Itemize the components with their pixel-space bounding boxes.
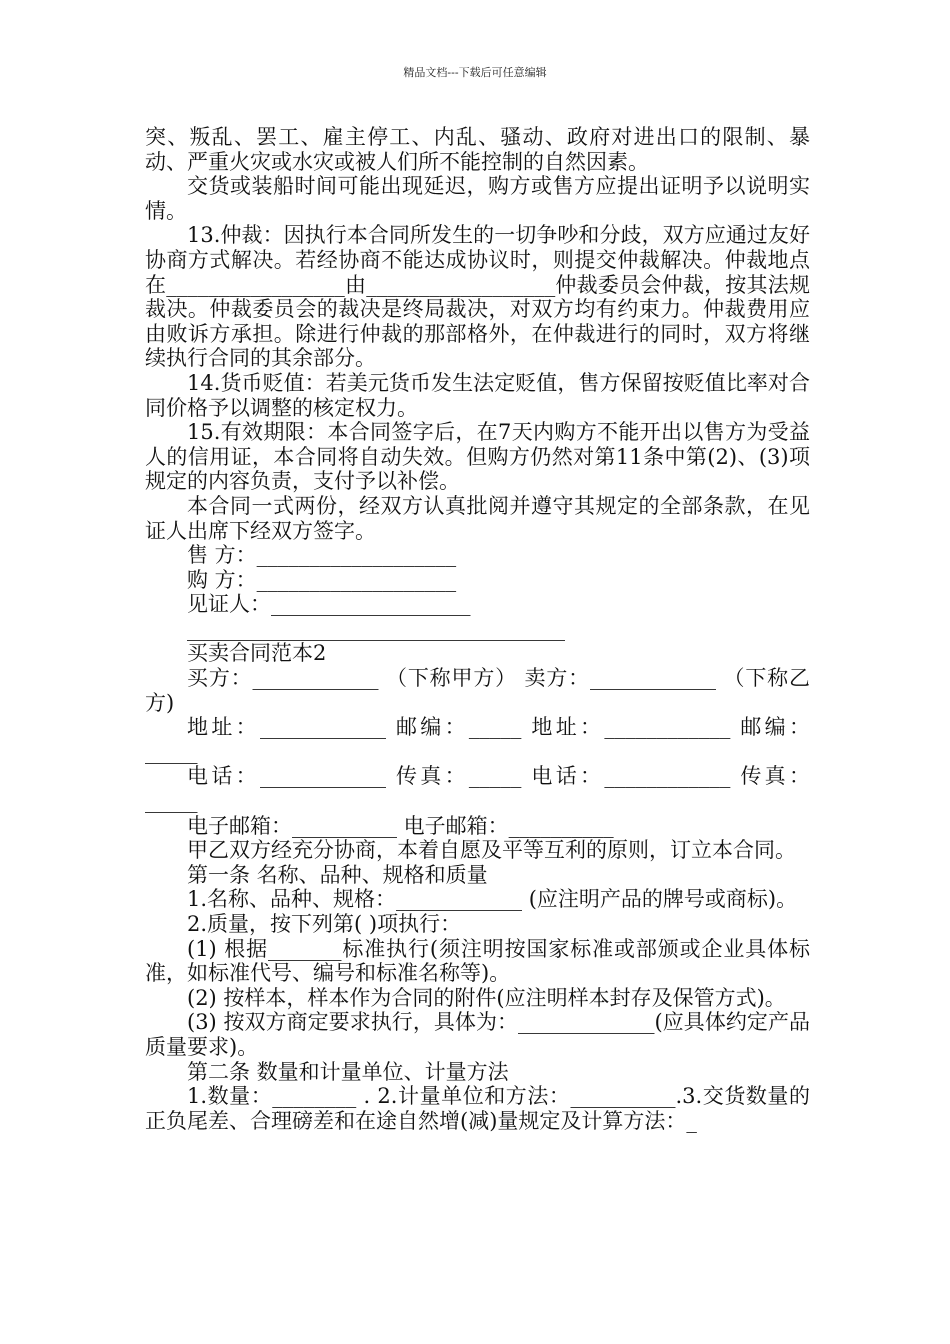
paragraph: (1) 根据_______标准执行(须注明按国家标准或部颁或企业具体标准，如标准代号、编号和标准名称等)。 — [145, 936, 810, 986]
page-header: 精品文档---下载后可任意编辑 — [403, 66, 547, 79]
paragraph: 1.名称、品种、规格：____________ (应注明产品的牌号或商标)。 — [187, 887, 798, 912]
paragraph: 甲乙双方经充分协商，本着自愿及平等互利的原则，订立本合同。 — [187, 838, 796, 863]
witness-signature-line: 见证人：___________________ — [187, 592, 471, 617]
blank-line: ____________________________________ — [187, 616, 565, 641]
paragraph: 15.有效期限：本合同签字后，在7天内购方不能开出以售方为受益人的信用证，本合同将自动失效。但购方仍然对第11条中第(2)、(3)项规定的内容负责，支付予以补偿。 — [145, 420, 810, 494]
paragraph: 电话：____________ 传真：_____ 电话：____________ 传真：_____ — [145, 764, 810, 814]
seller-signature-line: 售 方：___________________ — [187, 543, 457, 568]
paragraph: (2) 按样本，样本作为合同的附件(应注明样本封存及保管方式)。 — [187, 985, 786, 1010]
paragraph: 地址：____________ 邮编：_____ 地址：____________ 邮编：_____ — [145, 715, 810, 764]
paragraph: 突、叛乱、罢工、雇主停工、内乱、骚动、政府对进出口的限制、暴动、严重火灾或水灾或被人们所不能控制的自然因素。 — [145, 125, 810, 174]
paragraph: (3) 按双方商定要求执行，具体为：_____________(应具体约定产品质量要求)。 — [145, 1010, 810, 1059]
buyer-signature-line: 购 方：___________________ — [187, 567, 457, 592]
section-title: 买卖合同范本2 — [187, 641, 327, 666]
paragraph: 13.仲裁：因执行本合同所发生的一切争吵和分歧，双方应通过友好协商方式解决。若经协商不能达成协议时，则提交仲裁解决。仲裁地点在_________________由__________________仲裁委员会仲裁，按其法规裁决。仲裁委员会的裁决是终局裁决，对双方均有约束力。仲裁费用应由败诉方承担。除进行仲裁的那部格外，在仲裁进行的同时，双方将继续执行合同的其余部分。 — [145, 223, 810, 371]
paragraph: 买方：____________ （下称甲方） 卖方：____________ （下称乙方) — [145, 666, 810, 715]
article-heading: 第一条 名称、品种、规格和质量 — [187, 862, 488, 887]
paragraph: 2.质量，按下列第( )项执行： — [187, 912, 462, 936]
paragraph: 电子邮箱：__________ 电子邮箱：__________ — [187, 813, 614, 838]
paragraph: 14.货币贬值：若美元货币发生法定贬值，售方保留按贬值比率对合同价格予以调整的核定权力。 — [145, 370, 810, 420]
document-body — [145, 125, 810, 1133]
article-heading: 第二条 数量和计量单位、计量方法 — [187, 1059, 509, 1084]
paragraph: 本合同一式两份，经双方认真批阅并遵守其规定的全部条款，在见证人出席下经双方签字。 — [145, 493, 810, 543]
paragraph: 1.数量：________ . 2.计量单位和方法：__________.3.交货数量的正负尾差、合理磅差和在途自然增(减)量规定及计算方法：_ — [145, 1084, 810, 1133]
paragraph: 交货或装船时间可能出现延迟，购方或售方应提出证明予以说明实情。 — [145, 174, 810, 223]
